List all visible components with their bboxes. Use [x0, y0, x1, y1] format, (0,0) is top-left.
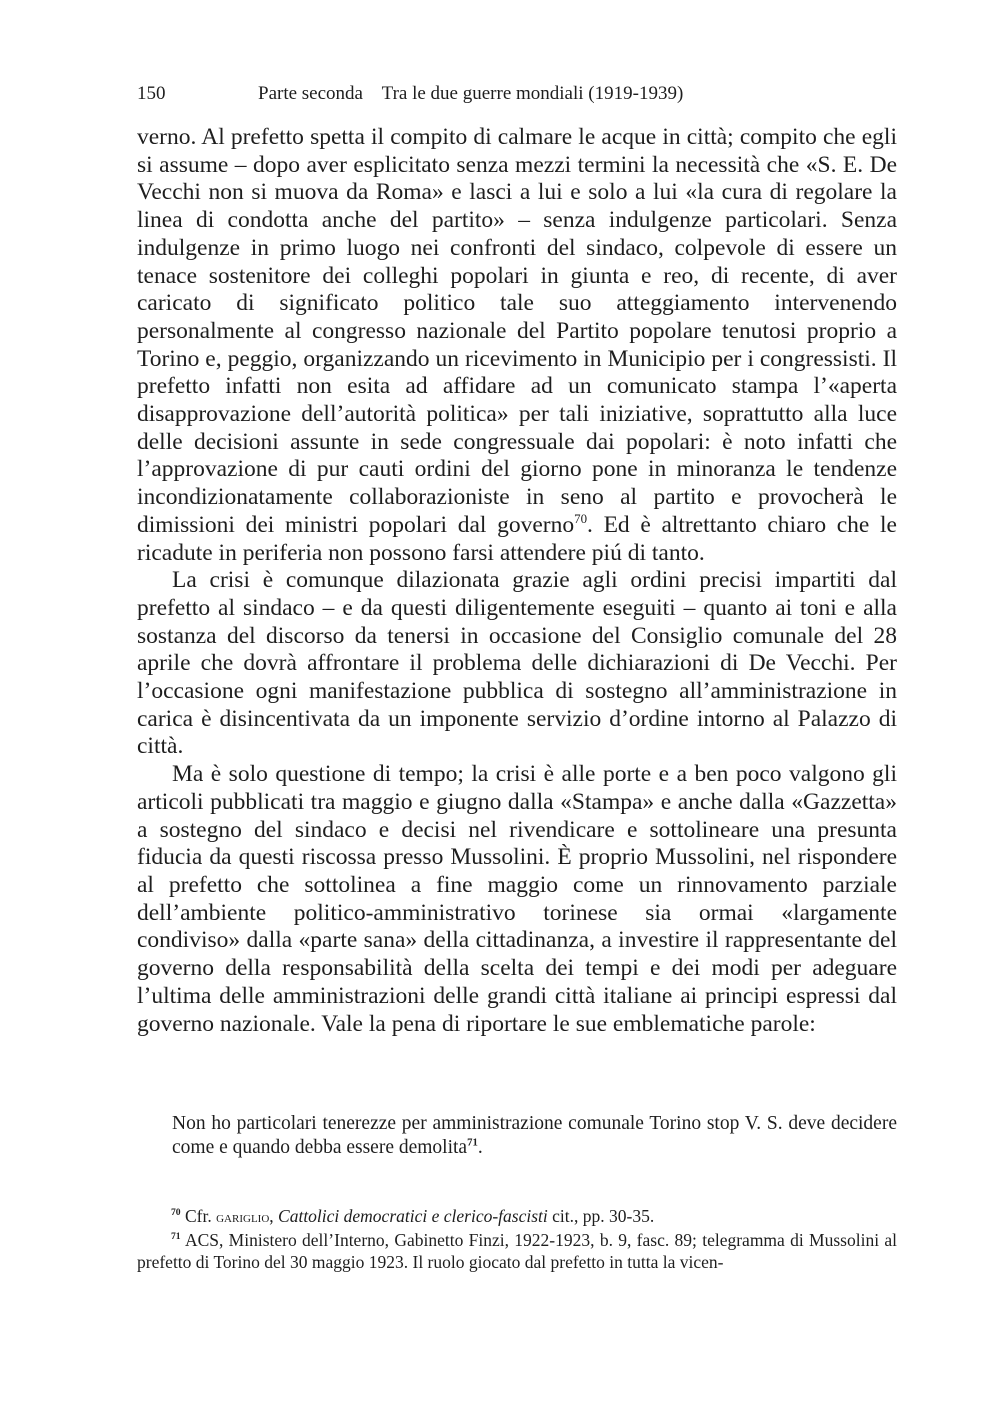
footnotes	[137, 1205, 897, 1273]
page-number: 150	[137, 83, 166, 104]
block-quote	[172, 1112, 897, 1159]
paragraph-3: Ma è solo questione di tempo; la crisi è alle porte e a ben poco valgono gli articoli pubblicati tra maggio e giugno dalla «Stampa» e anche dalla «Gazzetta» a sostegno del sindaco e decisi nel rivendicare e sottolineare una presunta fiducia da questi riscossa presso Mussolini. È proprio Mussolini, nel rispondere al prefetto che sottolinea a fine maggio come un rinnovamento parziale dell’ambiente politico-amministrativo torinese sia ormai «largamente condiviso» dalla «parte sana» della cittadinanza, a investire il rappresentante del governo della responsabilità della scelta dei tempi e dei modi per adeguare l’ultima delle amministrazioni delle grandi città italiane ai principi espressi dal governo nazionale. Vale la pena di riportare le sue emblematiche parole:	[137, 761, 897, 1037]
footnote-ref-71: 71	[467, 1136, 478, 1148]
running-header	[137, 82, 897, 106]
footnote-70-author: gariglio	[216, 1209, 270, 1226]
main-text	[137, 124, 897, 1038]
footnote-ref-70: 70	[574, 511, 588, 527]
running-title: Parte seconda Tra le due guerre mondiali (1919-1939)	[258, 83, 684, 104]
footnote-70: $^{70}$ Cfr. gariglio, Cattolici democratici e clerico-fascisti cit., pp. 30-35.	[171, 1206, 655, 1226]
footnote-70-title: Cattolici democratici e clerico-fascisti	[278, 1206, 548, 1226]
paragraph-1	[137, 124, 897, 567]
footnote-71	[137, 1229, 897, 1273]
paragraph-2: La crisi è comunque dilazionata grazie agli ordini precisi impartiti dal prefetto al sindaco – e da questi diligentemente eseguiti – quanto ai toni e alla sostanza del discorso da tenersi in occasione del Consiglio comunale del 28 aprile che dovrà affrontare il problema delle dichiarazioni di De Vecchi. Per l’occasione ogni manifestazione pubblica di sostegno all’amministrazione in carica è disincentivata da un imponente servizio d’ordine intorno al Palazzo di città.	[137, 567, 897, 760]
quote-end: .	[477, 1136, 483, 1158]
quote-text: Non ho particolari tenerezze per amministrazione comunale Torino stop V. S. deve decidere come e quando debba essere demolita	[172, 1113, 897, 1158]
paragraph-1-text-b: . Ed è altrettanto chiaro che le ricadute in periferia non possono farsi attendere piú di tanto.	[137, 511, 897, 566]
footnote-70-number: 70	[171, 1207, 181, 1219]
footnote-71-number: 71	[171, 1231, 181, 1243]
footnote-71-text: ACS, Ministero dell’Interno, Gabinetto Finzi, 1922-1923, b. 9, fasc. 89; telegramma di Mussolini al prefetto di Torino del 30 maggio 1923. Il ruolo giocato dal prefetto in tutta la vicen-	[137, 1230, 897, 1272]
paragraph-1-text-a: verno. Al prefetto spetta il compito di calmare le acque in città; compito che egli si assume – dopo aver esplicitato senza mezzi termini la necessità che «S. E. De Vecchi non si muova da Roma» e lasci a lui e solo a lui «la cura di regolare la linea di condotta anche del partito» – senza indulgenze particolari. Senza indulgenze in primo luogo nei confronti del sindaco, colpevole di essere un tenace sostenitore dei colleghi popolari in giunta e reo, di recente, di aver caricato di significato politico tale suo atteggiamento intervenendo personalmente al congresso nazionale del Partito popolare tenutosi proprio a Torino e, peggio, organizzando un ricevimento in Municipio per i congressisti. Il prefetto infatti non esita ad affidare ad un comunicato stampa l’«aperta disapprovazione dell’autorità politica» per tali iniziative, soprattutto alla luce delle decisioni assunte in sede congressuale dai popolari: è noto infatti che l’approvazione di pur cauti ordini del giorno pone in minoranza le tendenze incondizionatamente collaborazioniste in seno al partito e provocherà le dimissioni dei ministri popolari dal governo	[137, 124, 897, 538]
